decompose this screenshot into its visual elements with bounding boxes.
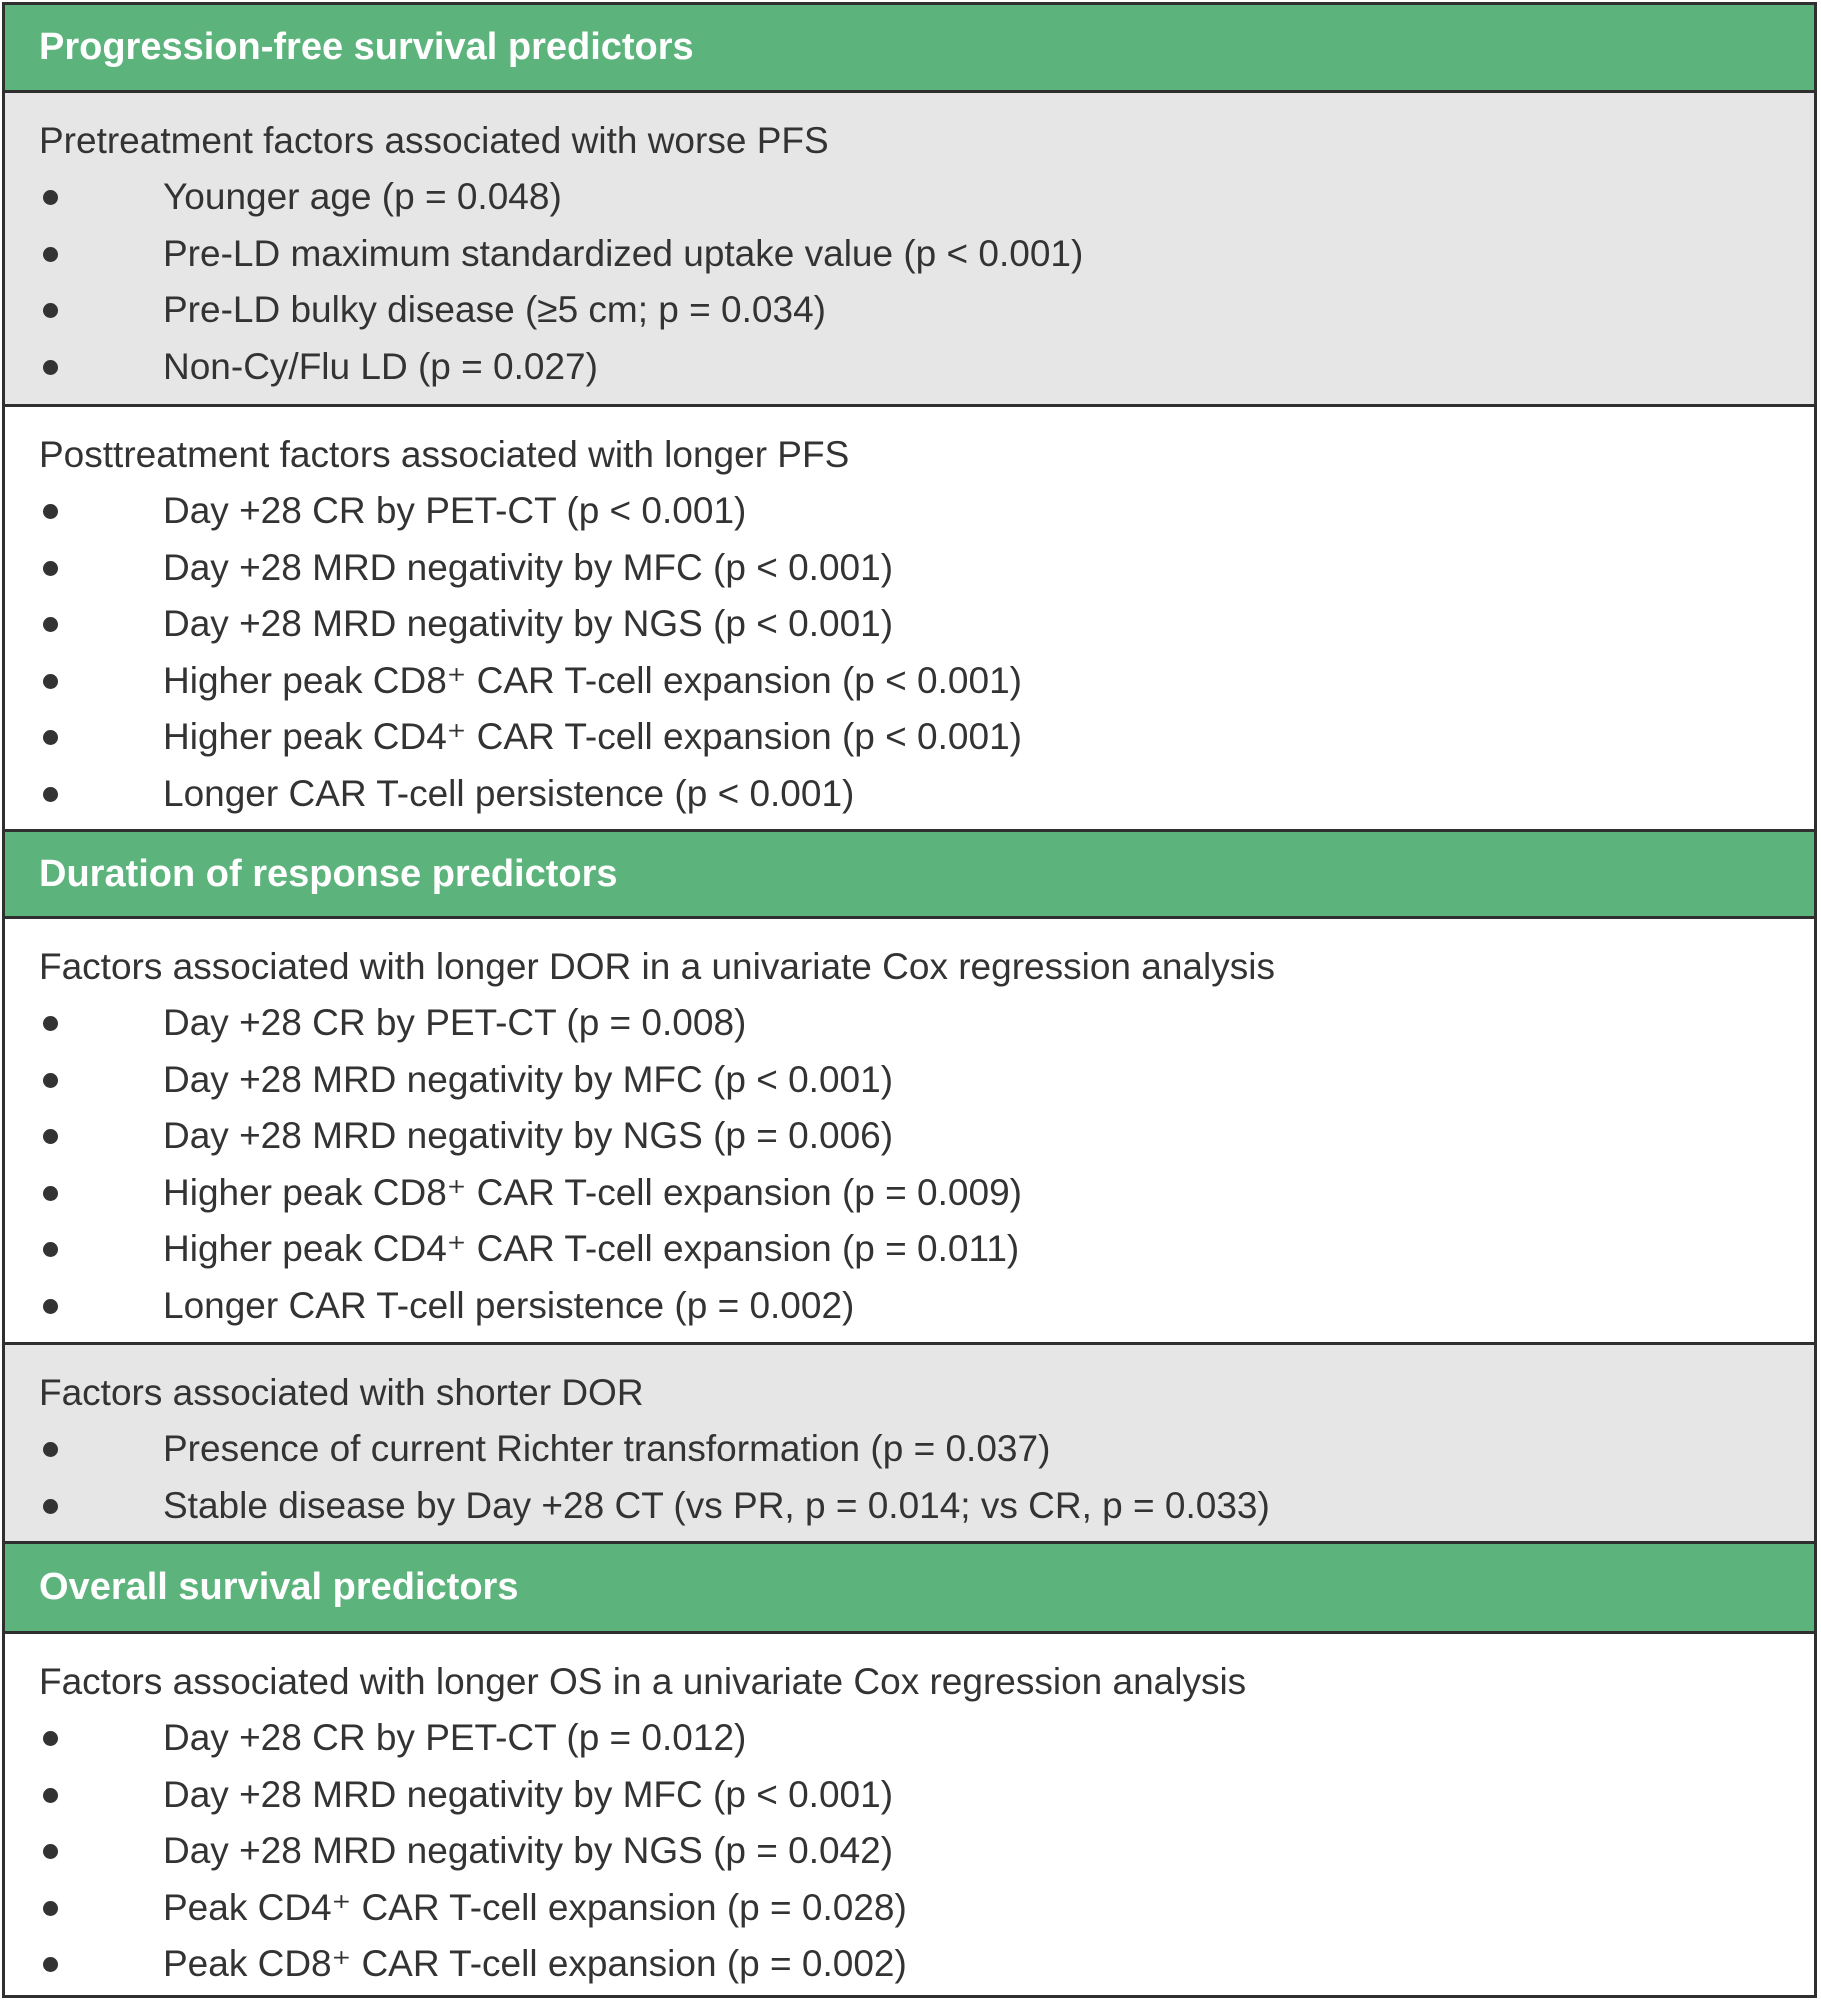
bullet-icon — [43, 1731, 58, 1746]
list-item: Day +28 MRD negativity by MFC (p < 0.001) — [39, 1767, 1814, 1824]
panel-longer-dor — [5, 919, 1814, 1345]
list-item: Day +28 MRD negativity by MFC (p < 0.001) — [39, 1052, 1814, 1109]
bullet-icon — [43, 190, 58, 205]
bullet-icon — [43, 1788, 58, 1803]
list-item: Day +28 MRD negativity by NGS (p < 0.001) — [39, 596, 1814, 653]
bullet-icon — [43, 504, 58, 519]
panel-pretreatment-pfs — [5, 93, 1814, 407]
bullet-icon — [43, 1499, 58, 1514]
bullet-icon — [43, 1129, 58, 1144]
bullet-icon — [43, 730, 58, 745]
list-item: Higher peak CD4⁺ CAR T-cell expansion (p < 0.001) — [39, 709, 1814, 766]
section-header-label: Overall survival predictors — [39, 1566, 519, 1608]
list-item: Day +28 MRD negativity by NGS (p = 0.006) — [39, 1108, 1814, 1165]
panel-title: Factors associated with longer DOR in a univariate Cox regression analysis — [39, 946, 1275, 987]
list-item: Longer CAR T-cell persistence (p < 0.001) — [39, 766, 1814, 823]
predictors-table — [2, 2, 1817, 1998]
panel-title: Pretreatment factors associated with worse PFS — [39, 120, 829, 161]
list-item: Stable disease by Day +28 CT (vs PR, p = 0.014; vs CR, p = 0.033) — [39, 1478, 1814, 1535]
section-header-dor — [5, 832, 1814, 919]
list-item: Day +28 CR by PET-CT (p = 0.008) — [39, 995, 1814, 1052]
panel-title: Posttreatment factors associated with longer PFS — [39, 434, 850, 475]
list-item: Longer CAR T-cell persistence (p = 0.002) — [39, 1278, 1814, 1335]
bullet-icon — [43, 1242, 58, 1257]
list-item: Day +28 CR by PET-CT (p < 0.001) — [39, 483, 1814, 540]
list-item: Higher peak CD4⁺ CAR T-cell expansion (p = 0.011) — [39, 1221, 1814, 1278]
bullet-icon — [43, 303, 58, 318]
panel-posttreatment-pfs — [5, 407, 1814, 832]
list-item: Day +28 MRD negativity by NGS (p = 0.042) — [39, 1823, 1814, 1880]
list-item: Day +28 CR by PET-CT (p = 0.012) — [39, 1710, 1814, 1767]
section-header-os — [5, 1544, 1814, 1634]
section-header-pfs — [5, 5, 1814, 93]
list-item: Day +28 MRD negativity by MFC (p < 0.001) — [39, 540, 1814, 597]
list-item: Younger age (p = 0.048) — [39, 169, 1814, 226]
bullet-icon — [43, 1186, 58, 1201]
bullet-icon — [43, 1073, 58, 1088]
list-item: Presence of current Richter transformation (p = 0.037) — [39, 1421, 1814, 1478]
section-header-label: Duration of response predictors — [39, 852, 618, 895]
list-item: Higher peak CD8⁺ CAR T-cell expansion (p = 0.009) — [39, 1165, 1814, 1222]
panel-title: Factors associated with shorter DOR — [39, 1372, 644, 1413]
bullet-icon — [43, 1442, 58, 1457]
list-item: Peak CD8⁺ CAR T-cell expansion (p = 0.002) — [39, 1936, 1814, 1993]
bullet-icon — [43, 1299, 58, 1314]
list-item: Peak CD4⁺ CAR T-cell expansion (p = 0.028) — [39, 1880, 1814, 1937]
bullet-icon — [43, 1016, 58, 1031]
panel-title: Factors associated with longer OS in a univariate Cox regression analysis — [39, 1661, 1247, 1702]
bullet-icon — [43, 1844, 58, 1859]
list-item: Pre-LD maximum standardized uptake value (p < 0.001) — [39, 226, 1814, 283]
panel-shorter-dor — [5, 1345, 1814, 1544]
list-item: Pre-LD bulky disease (≥5 cm; p = 0.034) — [39, 282, 1814, 339]
panel-longer-os — [5, 1634, 1814, 1995]
bullet-icon — [43, 617, 58, 632]
bullet-icon — [43, 360, 58, 375]
bullet-icon — [43, 1957, 58, 1972]
bullet-icon — [43, 787, 58, 802]
bullet-icon — [43, 561, 58, 576]
bullet-icon — [43, 1901, 58, 1916]
list-item: Non-Cy/Flu LD (p = 0.027) — [39, 339, 1814, 396]
bullet-icon — [43, 674, 58, 689]
list-item: Higher peak CD8⁺ CAR T-cell expansion (p < 0.001) — [39, 653, 1814, 710]
section-header-label: Progression-free survival predictors — [39, 26, 694, 68]
bullet-icon — [43, 247, 58, 262]
